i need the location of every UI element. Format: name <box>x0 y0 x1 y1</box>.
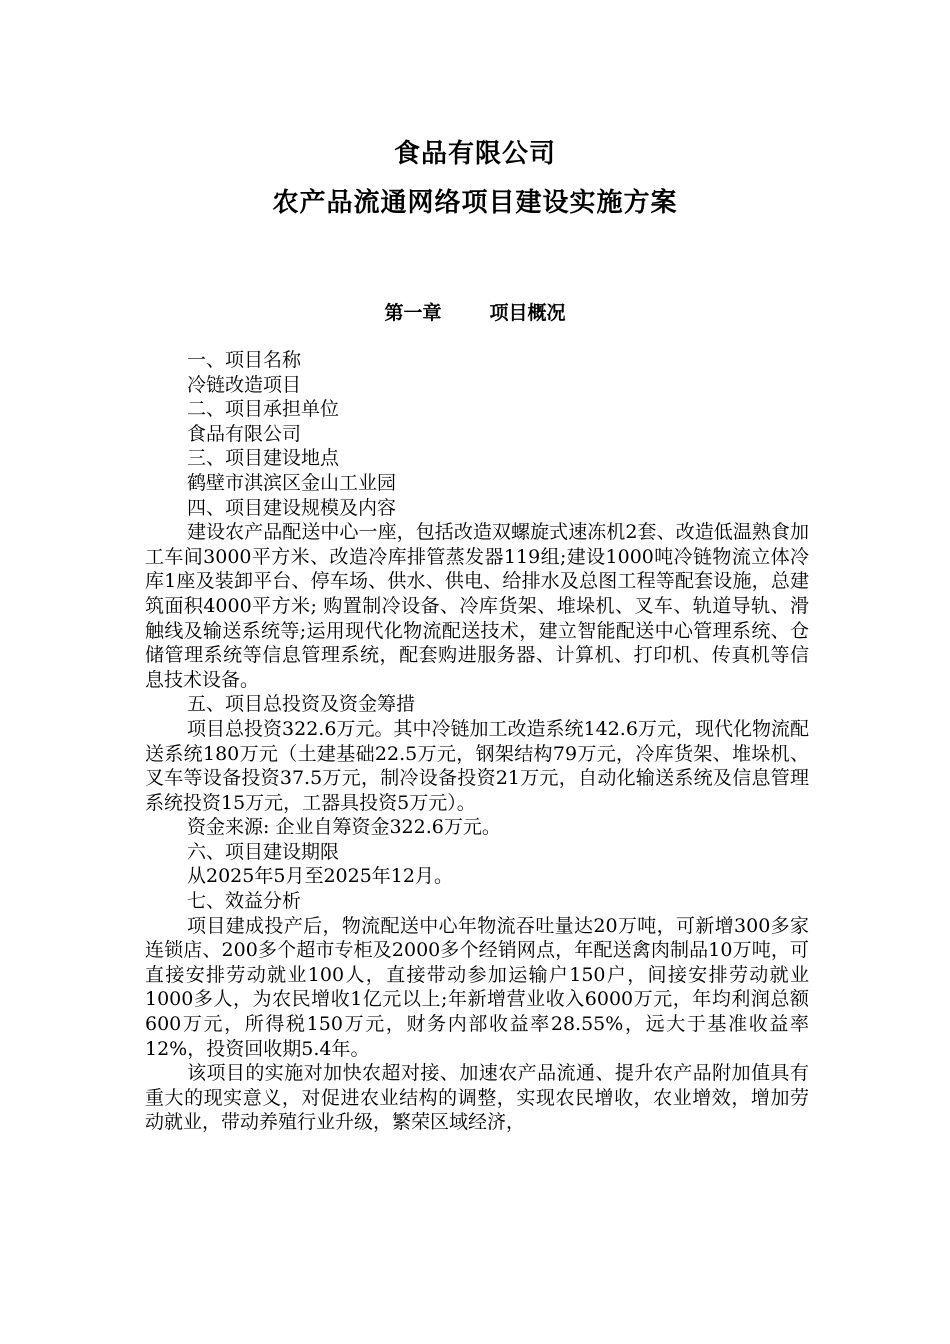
company-title: 食品有限公司 <box>393 139 556 169</box>
benefit-paragraph: 项目建成投产后，物流配送中心年物流吞吐量达20万吨，可新增300多家连锁店、200多个超市专柜及2000多个经销网点，年配送禽肉制品10万吨，可直接安排劳动就业100人，直接带动参加运输户150户，间接安排劳动就业1000多人，为农民增收1亿元以上;年新增营业收入6000万元，年均利润总额600万元，所得税150万元，财务内部收益率28.55%，远大于基准收益率12%，投资回收期5.4年。 <box>145 914 809 1060</box>
section-heading-period: 六、项目建设期限 <box>187 840 340 863</box>
scale-paragraph: 建设农产品配送中心一座，包括改造双螺旋式速冻机2套、改造低温熟食加工车间3000平方米、改造冷库排管蒸发器119组;建设1000吨冷链物流立体冷库1座及装卸平台、停车场、供水、供电、给排水及总图工程等配套设施，总建筑面积4000平方米; 购置制冷设备、冷库货架、堆垛机、叉车、轨道导轨、滑触线及输送系统等;运用现代化物流配送技术，建立智能配送中心管理系统、仓储管理系统等信息管理系统，配套购进服务器、计算机、打印机、传真机等信息技术设备。 <box>145 521 809 691</box>
chapter-number: 第一章 <box>384 302 442 324</box>
chapter-title: 项目概况 <box>489 302 566 324</box>
section-heading-unit: 二、项目承担单位 <box>187 398 340 421</box>
project-name: 冷链改造项目 <box>187 373 302 396</box>
section-heading-investment: 五、项目总投资及资金筹措 <box>187 693 416 716</box>
project-unit: 食品有限公司 <box>187 422 302 445</box>
document-title: 农产品流通网络项目建设实施方案 <box>272 188 678 218</box>
chapter-heading <box>0 298 950 325</box>
section-heading-location: 三、项目建设地点 <box>187 447 340 470</box>
section-heading-benefit: 七、效益分析 <box>187 890 302 913</box>
section-heading-scale: 四、项目建设规模及内容 <box>187 496 397 519</box>
document-body <box>145 348 809 1135</box>
period-paragraph: 从2025年5月至2025年12月。 <box>187 865 453 888</box>
investment-paragraph: 项目总投资322.6万元。其中冷链加工改造系统142.6万元，现代化物流配送系统180万元（土建基础22.5万元，钢架结构79万元，冷库货架、堆垛机、叉车等设备投资37.5万元，制冷设备投资21万元，自动化输送系统及信息管理系统投资15万元，工器具投资5万元）。 <box>145 717 809 814</box>
significance-paragraph: 该项目的实施对加快农超对接、加速农产品流通、提升农产品附加值具有重大的现实意义，对促进农业结构的调整，实现农民增收，农业增效，增加劳动就业，带动养殖行业升级，繁荣区域经济， <box>145 1062 809 1134</box>
funding-source: 资金来源: 企业自筹资金322.6万元。 <box>187 816 501 839</box>
project-location: 鹤壁市淇滨区金山工业园 <box>187 471 397 494</box>
section-heading-name: 一、项目名称 <box>187 349 302 371</box>
